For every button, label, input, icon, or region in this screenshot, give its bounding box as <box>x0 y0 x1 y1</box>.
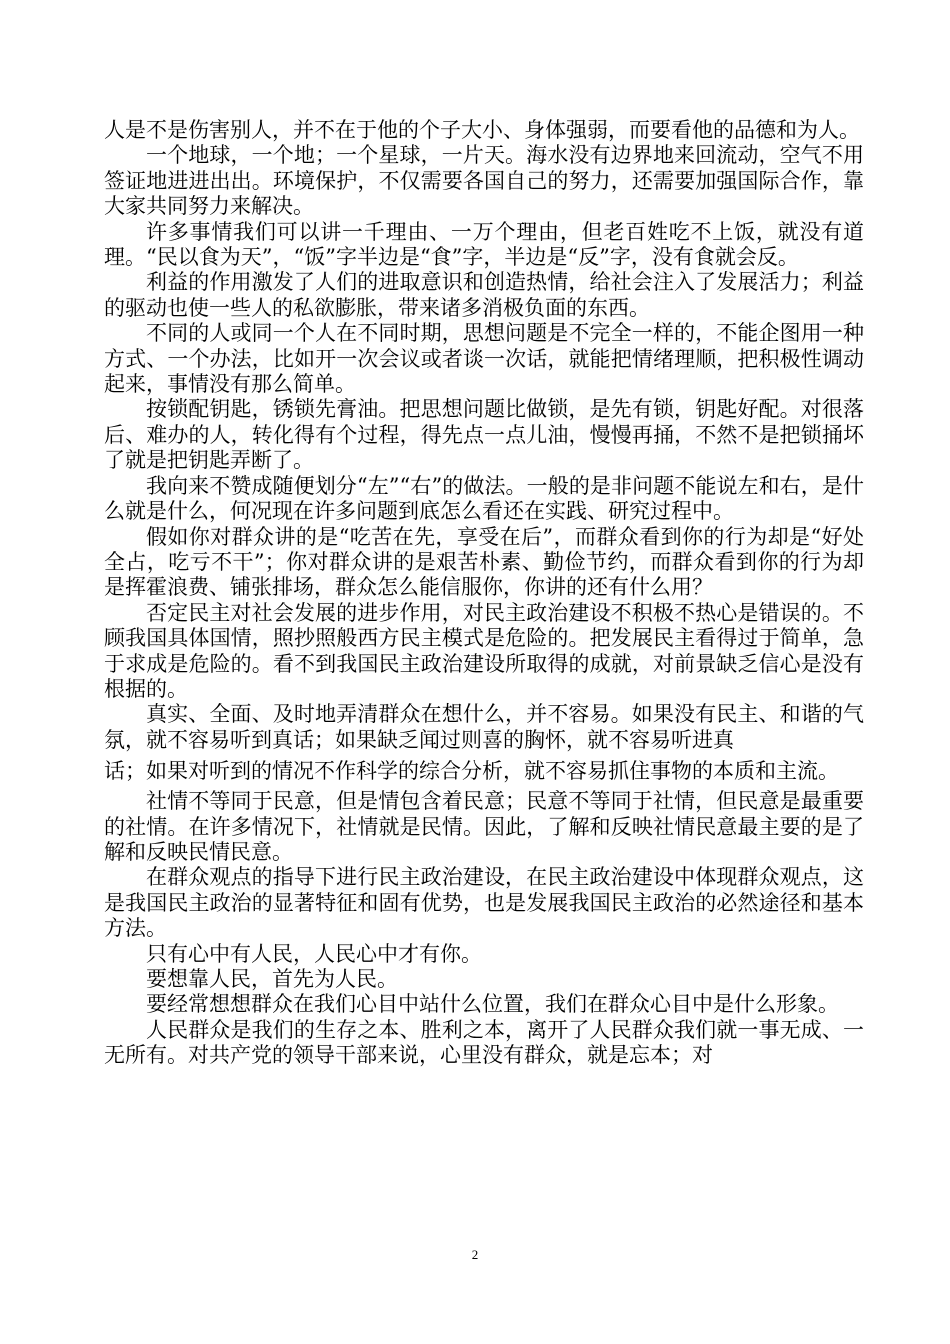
paragraph-11: 社情不等同于民意，但是情包含着民意；民意不等同于社情，但民意是最重要的社情。在许多情况下，社情就是民情。因此，了解和反映社情民意最主要的是了解和反映民情民意。 <box>104 789 864 864</box>
paragraph-2: 一个地球，一个地；一个星球，一片天。海水没有边界地来回流动，空气不用签证地进进出出。环境保护，不仅需要各国自己的努力，还需要加强国际合作，靠大家共同努力来解决。 <box>104 143 864 219</box>
document-body <box>104 118 864 1069</box>
paragraph-12: 在群众观点的指导下进行民主政治建设，在民主政治建设中体现群众观点，这是我国民主政治的显著特征和固有优势，也是发展我国民主政治的必然途径和基本方法。 <box>104 865 864 941</box>
paragraph-5: 不同的人或同一个人在不同时期，思想问题是不完全一样的，不能企图用一种方式、一个办法，比如开一次会议或者谈一次话，就能把情绪理顺，把积极性调动起来，事情没有那么简单。 <box>104 321 864 397</box>
paragraph-13: 只有心中有人民，人民心中才有你。 <box>146 941 482 966</box>
paragraph-3: 许多事情我们可以讲一千理由、一万个理由，但老百姓吃不上饭，就没有道理。“民以食为天”，“饭”字半边是“食”字，半边是“反”字，没有食就会反。 <box>104 219 864 270</box>
paragraph-6: 按锁配钥匙，锈锁先膏油。把思想问题比做锁，是先有锁，钥匙好配。对很落后、难办的人，转化得有个过程，得先点一点儿油，慢慢再捅，不然不是把锁捅坏了就是把钥匙弄断了。 <box>104 397 864 473</box>
paragraph-7: 我向来不赞成随便划分“左”“右”的做法。一般的是非问题不能说左和右，是什么就是什么，何况现在许多问题到底怎么看还在实践、研究过程中。 <box>104 473 864 524</box>
paragraph-4: 利益的作用激发了人们的进取意识和创造热情，给社会注入了发展活力；利益的驱动也使一些人的私欲膨胀，带来诸多消极负面的东西。 <box>104 270 864 320</box>
paragraph-10: 真实、全面、及时地弄清群众在想什么，并不容易。如果没有民主、和谐的气氛，就不容易听到真话；如果缺乏闻过则喜的胸怀，就不容易听进真 <box>104 702 864 752</box>
paragraph-16: 人民群众是我们的生存之本、胜利之本，离开了人民群众我们就一事无成、一无所有。对共产党的领导干部来说，心里没有群众，就是忘本；对 <box>104 1017 864 1068</box>
paragraph-14: 要想靠人民，首先为人民。 <box>146 967 398 991</box>
paragraph-8: 假如你对群众讲的是“吃苦在先，享受在后”，而群众看到你的行为却是“好处全占，吃亏不干”；你对群众讲的是艰苦朴素、勤俭节约，而群众看到你的行为却是挥霍浪费、铺张排场，群众怎么能信服你，你讲的还有什么用？ <box>104 524 864 600</box>
paragraph-9: 否定民主对社会发展的进步作用，对民主政治建设不积极不热心是错误的。不顾我国具体国情，照抄照般西方民主模式是危险的。把发展民主看得过于简单，急于求成是危险的。看不到我国民主政治建设所取得的成就，对前景缺乏信心是没有根据的。 <box>104 600 864 701</box>
paragraph-10-continued: 话；如果对听到的情况不作科学的综合分析，就不容易抓住事物的本质和主流。 <box>104 759 839 784</box>
paragraph-1: 人是不是伤害别人，并不在于他的个子大小、身体强弱，而要看他的品德和为人。 <box>104 118 860 142</box>
page-number: 2 <box>471 1247 479 1262</box>
paragraph-15: 要经常想想群众在我们心目中站什么位置，我们在群众心目中是什么形象。 <box>146 992 839 1017</box>
